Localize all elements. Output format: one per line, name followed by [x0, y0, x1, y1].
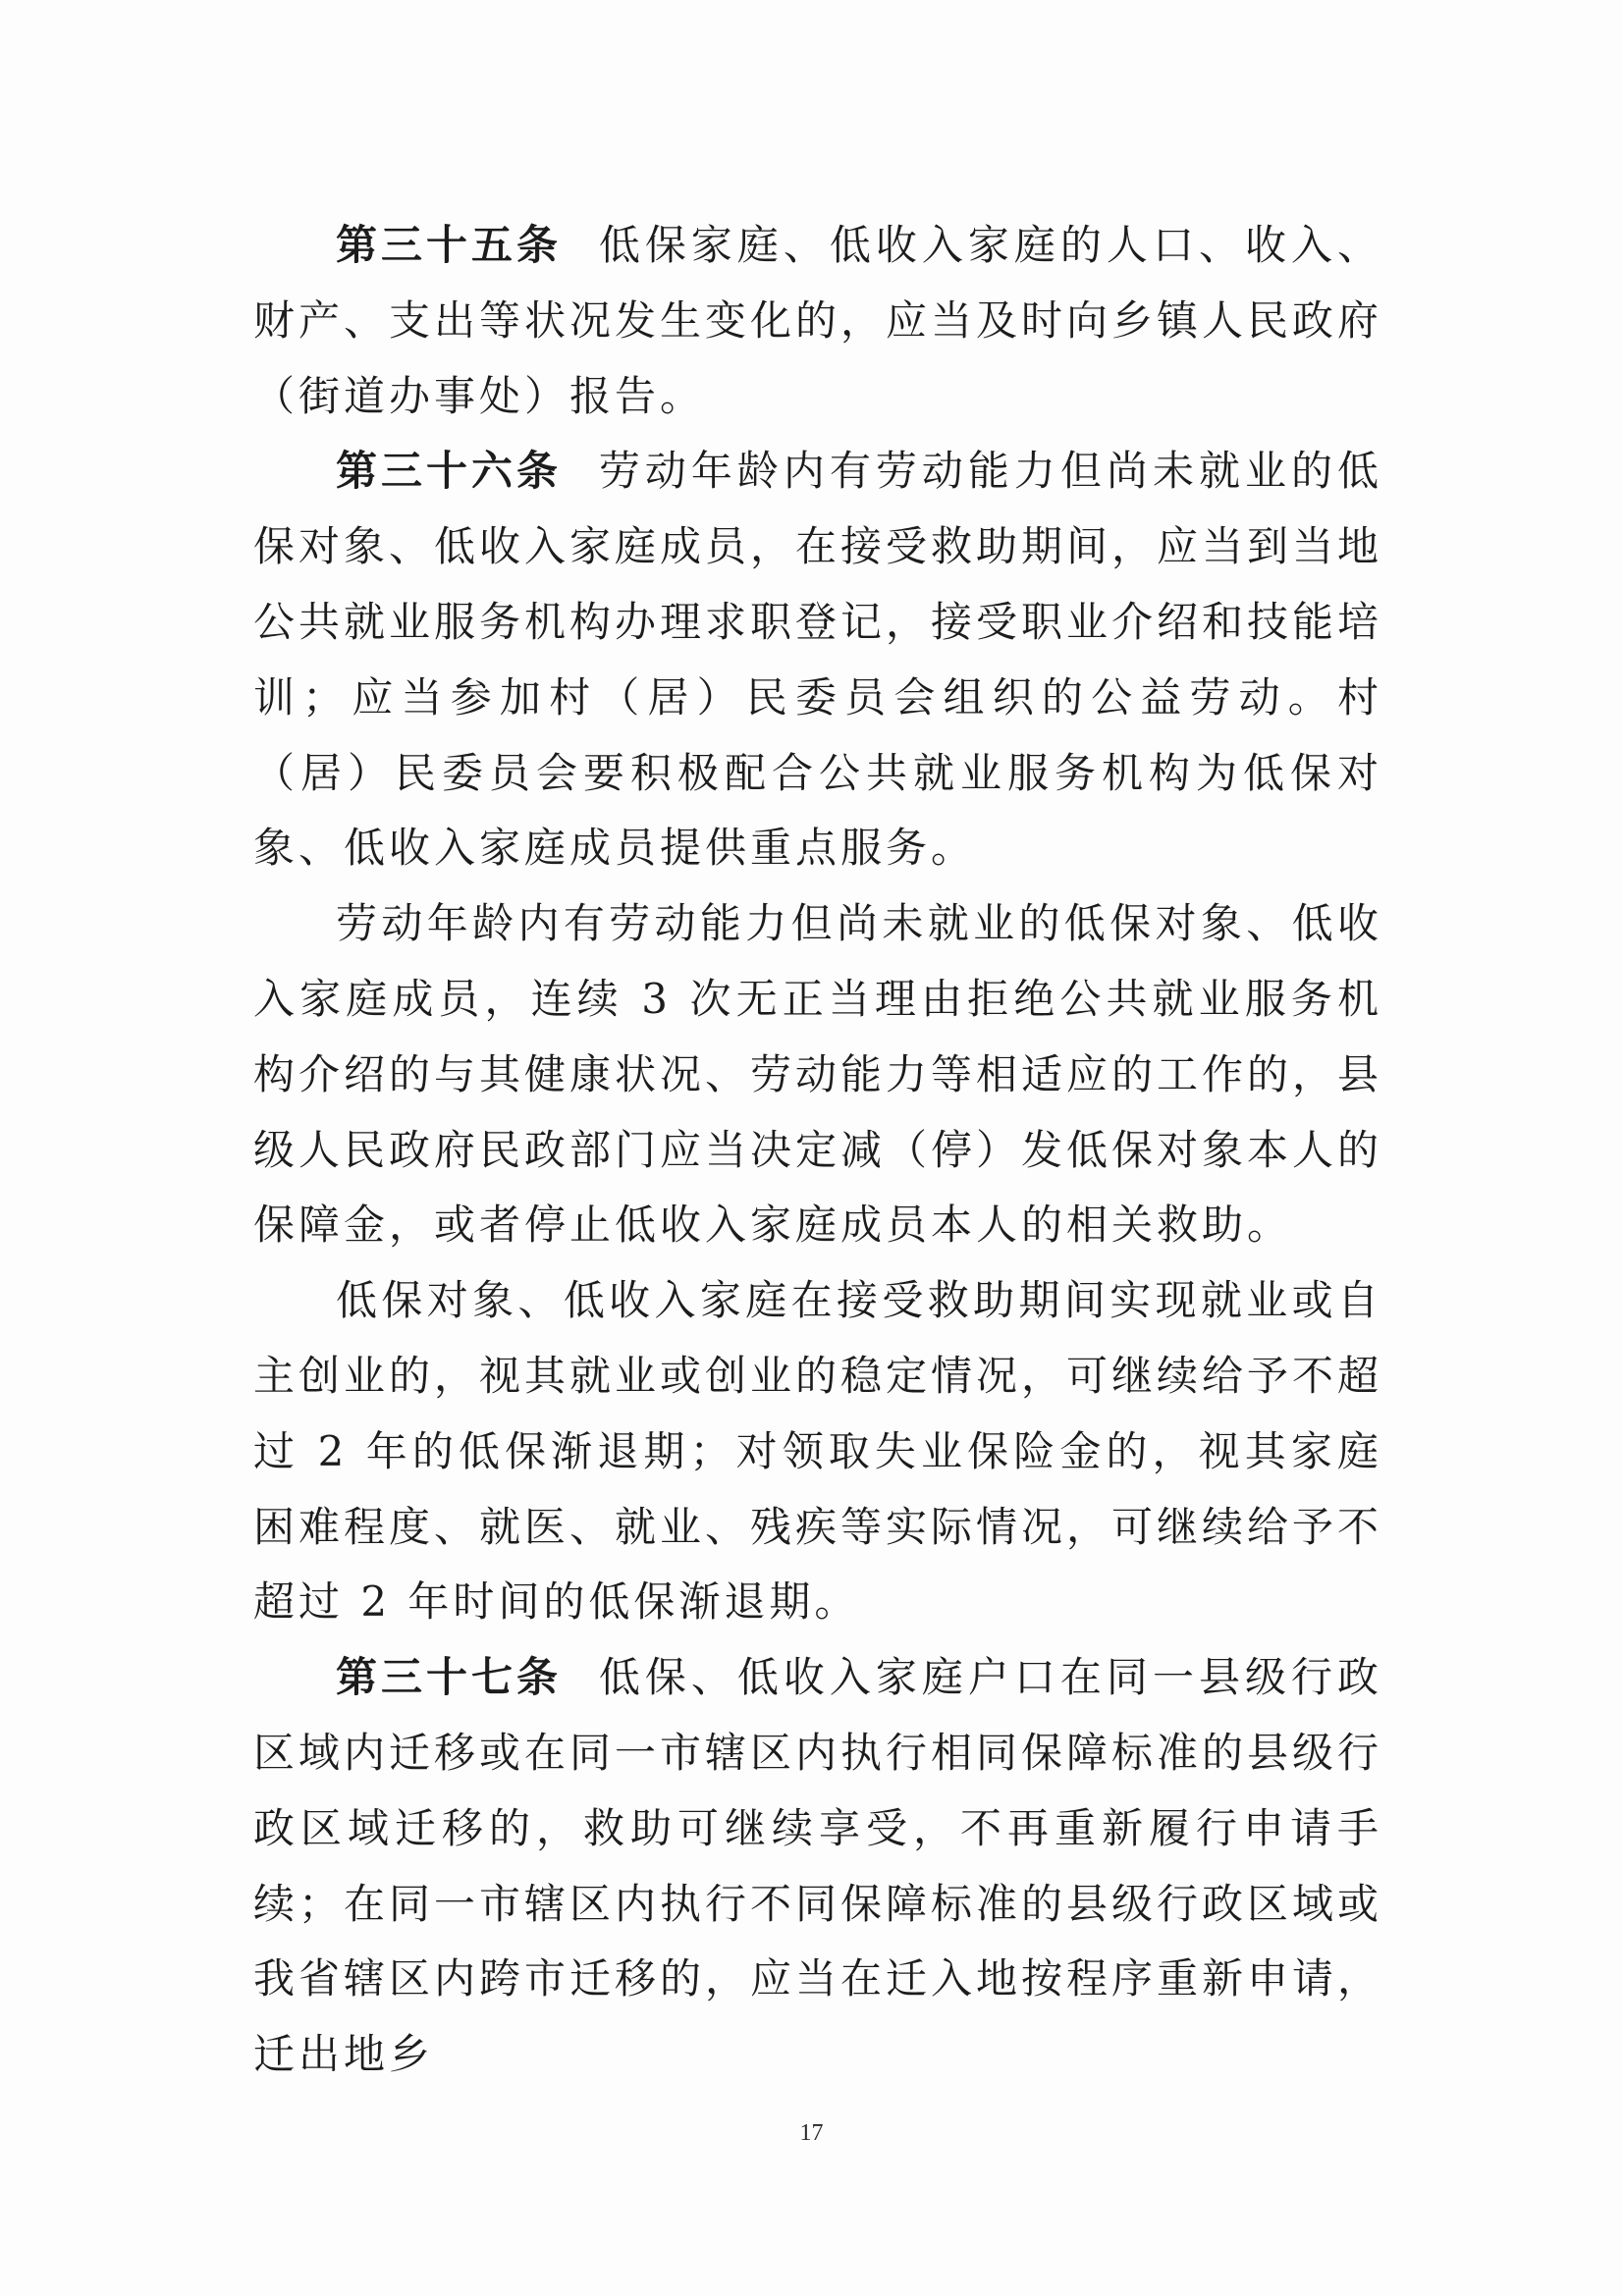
paragraph-article-37	[253, 1640, 1382, 2093]
body-text	[253, 208, 1382, 2093]
article-heading: 第三十六条	[336, 447, 563, 496]
paragraph-text: 低保对象、低收入家庭在接受救助期间实现就业或自主创业的，视其就业或创业的稳定情况，可继续给予不超过 2 年的低保渐退期；对领取失业保险金的，视其家庭困难程度、就医、就业、残疾等实际情况，可继续给予不超过 2 年时间的低保渐退期。	[253, 1276, 1383, 1627]
paragraph-article-36-clause-3	[253, 1263, 1382, 1640]
paragraph-text: 低保家庭、低收入家庭的人口、收入、财产、支出等状况发生变化的，应当及时向乡镇人民政府（街道办事处）报告。	[253, 221, 1383, 420]
article-heading: 第三十五条	[336, 221, 563, 269]
paragraph-article-36	[253, 434, 1382, 886]
paragraph-text: 劳动年龄内有劳动能力但尚未就业的低保对象、低收入家庭成员，连续 3 次无正当理由拒绝公共就业服务机构介绍的与其健康状况、劳动能力等相适应的工作的，县级人民政府民政部门应当决定减（停）发低保对象本人的保障金，或者停止低收入家庭成员本人的相关救助。	[253, 899, 1383, 1250]
paragraph-article-35	[253, 208, 1382, 434]
paragraph-text: 劳动年龄内有劳动能力但尚未就业的低保对象、低收入家庭成员，在接受救助期间，应当到当地公共就业服务机构办理求职登记，接受职业介绍和技能培训；应当参加村（居）民委员会组织的公益劳动。村（居）民委员会要积极配合公共就业服务机构为低保对象、低收入家庭成员提供重点服务。	[253, 447, 1383, 873]
article-heading: 第三十七条	[336, 1653, 563, 1702]
paragraph-text: 低保、低收入家庭户口在同一县级行政区域内迁移或在同一市辖区内执行相同保障标准的县级行政区域迁移的，救助可继续享受，不再重新履行申请手续；在同一市辖区内执行不同保障标准的县级行政区域或我省辖区内跨市迁移的，应当在迁入地按程序重新申请，迁出地乡	[253, 1653, 1383, 2079]
page-number: 17	[799, 2120, 824, 2146]
paragraph-article-36-clause-2	[253, 886, 1382, 1263]
